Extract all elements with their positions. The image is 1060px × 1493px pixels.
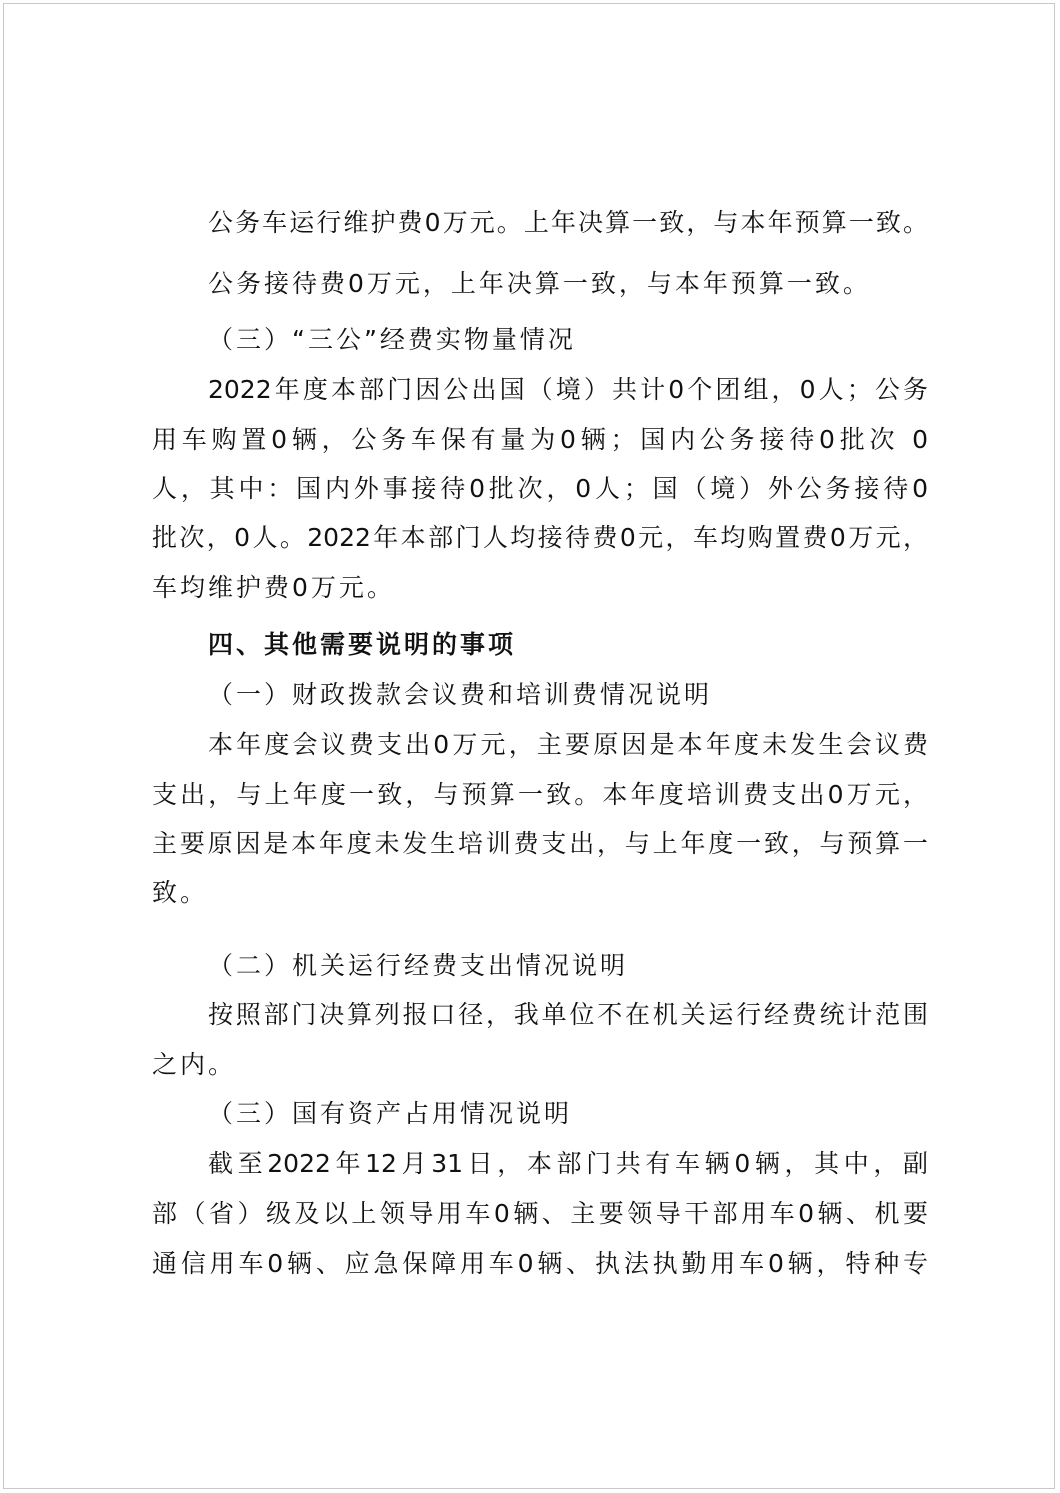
paragraph-line: 本年度会议费支出0万元，主要原因是本年度未发生会议费	[208, 730, 928, 759]
paragraph-line: 按照部门决算列报口径，我单位不在机关运行经费统计范围	[208, 1000, 928, 1029]
subsection-heading: （一）财政拨款会议费和培训费情况说明	[208, 680, 713, 709]
subsection-heading: （三）国有资产占用情况说明	[208, 1099, 573, 1128]
paragraph-line: 人，其中：国内外事接待0批次，0人；国（境）外公务接待0	[152, 474, 928, 503]
paragraph-line: 2022年度本部门因公出国（境）共计0个团组，0人；公务	[208, 375, 928, 404]
paragraph-line: 主要原因是本年度未发生培训费支出，与上年度一致，与预算一	[152, 829, 928, 858]
paragraph-line: 批次，0人。2022年本部门人均接待费0元，车均购置费0万元，	[152, 523, 928, 552]
paragraph-line: 支出，与上年度一致，与预算一致。本年度培训费支出0万元，	[152, 780, 928, 809]
paragraph-line: 公务车运行维护费0万元。上年决算一致，与本年预算一致。	[208, 208, 928, 237]
paragraph-line: 公务接待费0万元，上年决算一致，与本年预算一致。	[208, 269, 871, 298]
paragraph-line: 车均维护费0万元。	[152, 573, 395, 602]
section-heading: （三）“三公”经费实物量情况	[208, 325, 576, 354]
section-heading: 四、其他需要说明的事项	[208, 630, 517, 659]
paragraph-line: 之内。	[152, 1050, 237, 1079]
document-page	[3, 3, 1055, 1489]
subsection-heading: （二）机关运行经费支出情况说明	[208, 951, 629, 980]
paragraph-line: 致。	[152, 878, 209, 907]
paragraph-line: 截至2022年12月31日，本部门共有车辆0辆，其中，副	[208, 1149, 928, 1178]
paragraph-line: 用车购置0辆，公务车保有量为0辆；国内公务接待0批次 0	[152, 425, 928, 454]
paragraph-line: 通信用车0辆、应急保障用车0辆、执法执勤用车0辆，特种专	[152, 1249, 928, 1278]
paragraph-line: 部（省）级及以上领导用车0辆、主要领导干部用车0辆、机要	[152, 1199, 928, 1228]
